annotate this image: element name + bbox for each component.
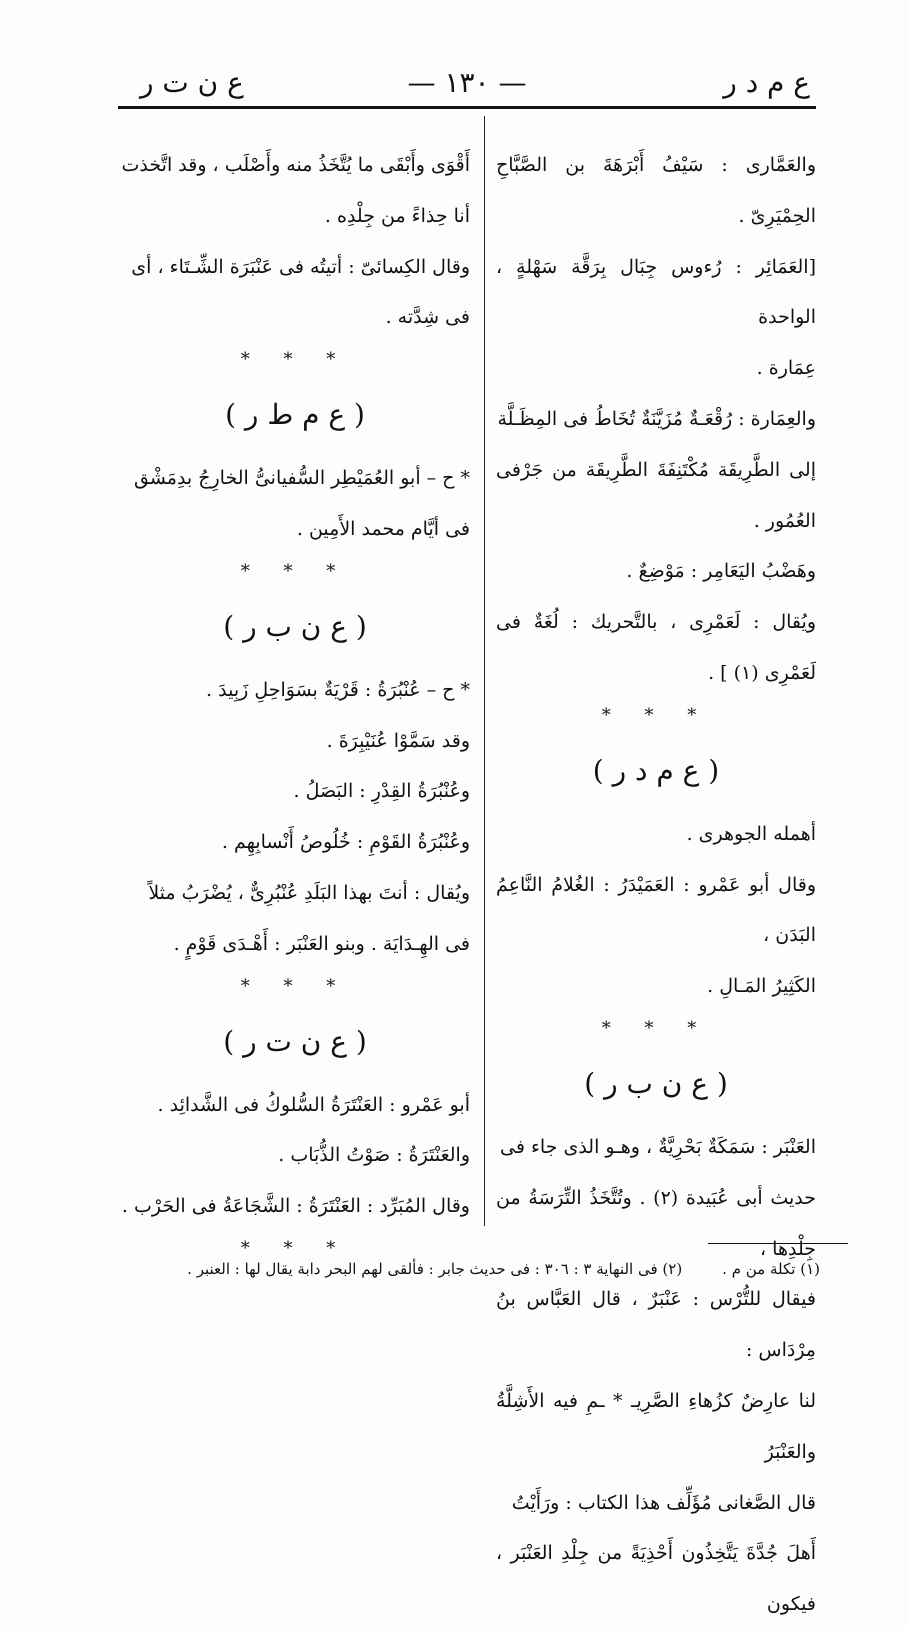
- footnote-1: (١) تكلة من م .: [722, 1260, 820, 1278]
- text-line: وعُنْبُرَةُ القِدْرِ : البَصَلُ .: [293, 780, 470, 803]
- text-line: ويُقال : أنتَ بهذا البَلَدِ عُنْبُرِىٌّ ، يُضْرَبُ مثلاً: [148, 881, 470, 904]
- entry-title-antr: ( ع ن ت ر ): [223, 1024, 367, 1058]
- section-separator: * * *: [601, 704, 711, 726]
- text-line: إلى الطَّرِيقَة مُكْتَنِفَةَ الطَّرِيقَة من جَرْفى العُمُور .: [496, 458, 816, 532]
- column-divider: [484, 116, 485, 1226]
- footnote-2: (٢) فى النهاية ٣ : ٣٠٦ : فى حديث جابر : فألقى لهم البحر دابة يقال لها : العنبر .: [187, 1260, 683, 1278]
- text-line: ويُقال : لَعَمْرِى ، بالتَّحريك : لُغَةٌ فى لَعَمْرِى (١) ] .: [496, 611, 816, 684]
- section-separator: * * *: [601, 1017, 711, 1039]
- text-line: والعِمَارة : رُقْعَـةٌ مُزَيَّنَةٌ تُخَاطُ فى المِظَـلَّة: [497, 407, 816, 430]
- text-line: وقد سَمَّوْا عُنَيْبِرَةَ .: [326, 729, 470, 752]
- entry-title-anbr-suppl: ( ع ن ب ر ): [223, 609, 367, 643]
- section-separator: * * *: [240, 349, 350, 371]
- text-line: والعَمَّارى : سَيْفُ أَبْرَهَةَ بن الصَّبَّاحِ الحِمْيَرِىّ .: [496, 154, 816, 227]
- page-header: [118, 66, 816, 106]
- text-line: أهمله الجوهرى .: [686, 822, 816, 845]
- entry-title-amdr: ( ع م د ر ): [592, 753, 720, 787]
- left-column: [120, 140, 470, 1274]
- text-line: الكَثِيرُ المَـالِ .: [707, 975, 816, 998]
- text-line: وهَضْبُ اليَعَامِر : مَوْضِعٌ .: [626, 560, 816, 583]
- running-head-right: ع م د ر: [723, 66, 810, 99]
- text-line: حديث أبى عُبَيدة (٢) . وتُتَّخَذُ التِّرَسَةُ من جِلْدِها ،: [496, 1186, 816, 1260]
- right-column: [496, 140, 816, 1630]
- text-line: فيقال للتُّرْس : عَنْبَرٌ ، قال العَبَّاس بنُ مِرْدَاس :: [496, 1288, 816, 1362]
- text-line: فى شِدَّته .: [385, 306, 470, 329]
- section-separator: * * *: [240, 975, 350, 997]
- text-line: أبو عَمْرو : العَنْتَرَةُ السُّلوكُ فى الشَّدائِد .: [157, 1093, 470, 1116]
- text-line: قال الصَّغانى مُؤَلِّف هذا الكتاب : ورَأَيْتُ: [511, 1491, 816, 1514]
- text-line: فى أيَّام محمد الأَمِين .: [296, 517, 470, 540]
- section-separator: * * *: [240, 1237, 350, 1259]
- footnote-rule: [708, 1243, 848, 1244]
- verse-line: لنا عارِضٌ كزُهاءِ الصَّرِيـ * ـمِ فيه الأَشِلَّةُ والعَنْبَرُ: [496, 1389, 816, 1463]
- text-line: أنا حِذاءً من جِلْدِه .: [324, 204, 470, 227]
- page-number: — ١٣٠ —: [407, 66, 527, 99]
- entry-title-amtr: ( ع م ط ر ): [225, 398, 365, 432]
- section-separator: * * *: [240, 560, 350, 582]
- entry-title-anbr: ( ع ن ب ر ): [584, 1066, 728, 1100]
- text-line: أَهلَ جُدَّةَ يَتَّخِذُون أَحْذِيَةً من جِلْدِ العَنْبَر ، فيكون: [496, 1542, 816, 1616]
- text-line: وقال المُبَرِّد : العَنْتَرَةُ : الشَّجَاعَةُ فى الحَرْب .: [121, 1195, 470, 1218]
- text-line: وقال أبو عَمْرو : العَمَيْدَرُ : الغُلامُ النَّاعِمُ البَدَن ،: [496, 873, 816, 947]
- text-line: وقال الكِسائىّ : أتيتُه فى عَنْبَرَة الشِّـتَاء ، أى: [131, 255, 470, 278]
- header-rule: [118, 106, 816, 109]
- text-line: فى الهِـدَايَة . وبنو العَنْبَر : أَهْـدَى قَوْمٍ .: [173, 932, 470, 955]
- text-line: والعَنْتَرَةُ : صَوْتُ الذُّبَاب .: [278, 1144, 470, 1167]
- text-line: عِمَارة .: [756, 357, 816, 380]
- footnotes: [120, 1260, 820, 1278]
- text-line: * ح – أبو العُمَيْطِر السُّفيانىُّ الخارِجُ بدِمَشْق: [133, 467, 470, 490]
- text-line: أَقْوَى وأَبْقَى ما يُتَّخَذُ منه وأَصْلَب ، وقد اتَّخذت: [121, 154, 470, 176]
- running-head-left: ع ن ت ر: [140, 66, 244, 99]
- text-line: [العَمَائِر : رُءوس جِبَال بِرَقَّة سَهْلةٍ ، الواحدة: [496, 255, 816, 329]
- text-line: * ح – عُنْبُرَةُ : قَرْيَةٌ بسَوَاحِلِ زَبِيدَ .: [206, 678, 470, 701]
- text-line: العَنْبَر : سَمَكَةٌ بَحْرِيَّةٌ ، وهـو الذى جاء فى: [499, 1135, 816, 1158]
- text-line: وعُنْبُرَةُ القَوْمِ : خُلُوصُ أَنْسابِهِم .: [221, 831, 470, 854]
